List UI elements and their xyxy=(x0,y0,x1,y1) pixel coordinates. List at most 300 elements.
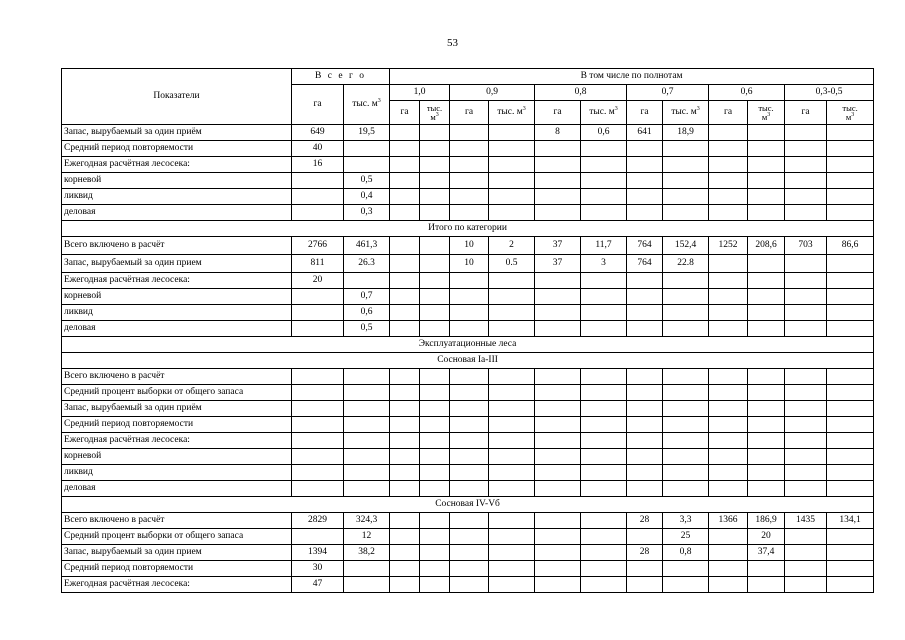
table-cell xyxy=(420,289,450,305)
table-cell xyxy=(390,289,420,305)
table-cell xyxy=(420,321,450,337)
table-cell xyxy=(390,561,420,577)
section-title: Итого по категории xyxy=(62,221,874,237)
table-cell xyxy=(450,529,489,545)
table-cell: 10 xyxy=(450,237,489,255)
table-cell xyxy=(420,529,450,545)
table-cell xyxy=(663,305,709,321)
table-cell xyxy=(390,189,420,205)
table-cell xyxy=(663,369,709,385)
section-pine-4-5 xyxy=(62,497,874,513)
table-cell: 10 xyxy=(450,255,489,273)
table-cell xyxy=(420,157,450,173)
table-row xyxy=(62,417,874,433)
table-cell xyxy=(748,157,785,173)
table-cell xyxy=(292,401,344,417)
row-label: ликвид xyxy=(62,189,292,205)
table-cell xyxy=(748,125,785,141)
table-cell xyxy=(627,305,663,321)
row-label: Ежегодная расчётная лесосека: xyxy=(62,157,292,173)
table-cell: 0,5 xyxy=(344,321,390,337)
table-cell xyxy=(292,369,344,385)
table-row xyxy=(62,385,874,401)
row-label: деловая xyxy=(62,321,292,337)
table-cell xyxy=(292,433,344,449)
table-cell xyxy=(827,545,874,561)
header-indicators: Показатели xyxy=(62,69,292,125)
row-label: Средний период повторяемости xyxy=(62,561,292,577)
table-row xyxy=(62,529,874,545)
table-cell xyxy=(390,385,420,401)
table-cell xyxy=(785,417,827,433)
table-cell xyxy=(827,369,874,385)
table-cell xyxy=(390,433,420,449)
table-cell xyxy=(748,577,785,593)
table-cell xyxy=(581,321,627,337)
row-label: корневой xyxy=(62,289,292,305)
table-cell xyxy=(748,417,785,433)
table-cell: 2829 xyxy=(292,513,344,529)
table-row xyxy=(62,545,874,561)
table-cell xyxy=(627,205,663,221)
table-cell xyxy=(420,125,450,141)
table-cell xyxy=(535,449,581,465)
table-cell: 3,3 xyxy=(663,513,709,529)
table-cell xyxy=(827,433,874,449)
table-cell xyxy=(581,577,627,593)
table-cell xyxy=(663,289,709,305)
table-cell xyxy=(581,401,627,417)
table-cell xyxy=(785,433,827,449)
table-cell xyxy=(535,289,581,305)
table-body-section-a xyxy=(62,125,874,221)
table-cell xyxy=(535,577,581,593)
header-ha: га xyxy=(390,101,420,125)
table-cell xyxy=(489,545,535,561)
table-row xyxy=(62,305,874,321)
table-cell xyxy=(450,205,489,221)
table-cell: 37,4 xyxy=(748,545,785,561)
table-cell xyxy=(709,173,748,189)
table-row xyxy=(62,465,874,481)
table-cell xyxy=(489,481,535,497)
table-cell: 649 xyxy=(292,125,344,141)
table-cell xyxy=(785,157,827,173)
table-cell xyxy=(748,369,785,385)
table-cell xyxy=(420,433,450,449)
table-cell xyxy=(785,141,827,157)
table-cell xyxy=(709,273,748,289)
table-cell xyxy=(627,385,663,401)
table-cell xyxy=(748,189,785,205)
table-cell: 2766 xyxy=(292,237,344,255)
table-cell xyxy=(785,189,827,205)
table-cell xyxy=(535,369,581,385)
table-cell xyxy=(581,173,627,189)
table-cell xyxy=(489,577,535,593)
table-cell: 764 xyxy=(627,255,663,273)
table-cell xyxy=(785,465,827,481)
table-cell xyxy=(292,385,344,401)
table-cell xyxy=(489,273,535,289)
table-cell: 0,3 xyxy=(344,205,390,221)
table-cell xyxy=(450,449,489,465)
header-ha: га xyxy=(709,101,748,125)
table-cell xyxy=(827,465,874,481)
table-cell xyxy=(535,305,581,321)
table-cell xyxy=(344,401,390,417)
table-cell xyxy=(390,273,420,289)
table-cell xyxy=(663,157,709,173)
table-cell: 8 xyxy=(535,125,581,141)
table-cell xyxy=(535,321,581,337)
table-cell xyxy=(489,289,535,305)
table-cell xyxy=(748,465,785,481)
table-cell xyxy=(390,529,420,545)
header-thous-m3-stacked: тыс. $м^3$ xyxy=(827,101,874,125)
table-cell xyxy=(827,481,874,497)
table-cell xyxy=(627,417,663,433)
header-by-density: В том числе по полнотам xyxy=(390,69,874,85)
row-label: Ежегодная расчётная лесосека: xyxy=(62,577,292,593)
table-cell xyxy=(827,157,874,173)
table-cell xyxy=(535,513,581,529)
table-cell xyxy=(627,141,663,157)
table-cell xyxy=(663,141,709,157)
table-cell xyxy=(581,369,627,385)
table-cell xyxy=(344,561,390,577)
table-cell: 152,4 xyxy=(663,237,709,255)
table-cell xyxy=(390,125,420,141)
table-cell xyxy=(489,433,535,449)
table-cell xyxy=(450,385,489,401)
table-cell xyxy=(420,273,450,289)
table-cell: 1252 xyxy=(709,237,748,255)
header-density-6: 0,3-0,5 xyxy=(785,85,874,101)
table-cell xyxy=(390,255,420,273)
table-cell xyxy=(535,401,581,417)
table-cell xyxy=(489,385,535,401)
header-ha: га xyxy=(535,101,581,125)
table-cell xyxy=(292,289,344,305)
table-cell xyxy=(709,321,748,337)
table-row xyxy=(62,141,874,157)
table-cell xyxy=(709,433,748,449)
row-label: деловая xyxy=(62,205,292,221)
table-cell: 0,7 xyxy=(344,289,390,305)
table-cell: 0,6 xyxy=(344,305,390,321)
table-cell: 811 xyxy=(292,255,344,273)
table-cell xyxy=(785,305,827,321)
table-cell xyxy=(581,385,627,401)
table-cell xyxy=(390,401,420,417)
table-cell xyxy=(390,141,420,157)
table-cell xyxy=(709,157,748,173)
table-cell xyxy=(344,417,390,433)
header-thous-m3-stacked: тыс. $м^3$ xyxy=(748,101,785,125)
table-row xyxy=(62,189,874,205)
table-row xyxy=(62,561,874,577)
table-cell xyxy=(489,189,535,205)
table-cell xyxy=(748,273,785,289)
table-row xyxy=(62,205,874,221)
table-cell xyxy=(344,577,390,593)
table-cell xyxy=(390,449,420,465)
table-cell xyxy=(709,189,748,205)
table-cell xyxy=(344,433,390,449)
table-row xyxy=(62,125,874,141)
table-cell xyxy=(627,577,663,593)
table-cell: 703 xyxy=(785,237,827,255)
table-cell xyxy=(627,529,663,545)
table-cell xyxy=(827,125,874,141)
table-cell: 18,9 xyxy=(663,125,709,141)
table-cell xyxy=(663,385,709,401)
table-cell xyxy=(785,273,827,289)
table-row xyxy=(62,321,874,337)
header-thous-m3: тыс. $м^3$ xyxy=(489,101,535,125)
table-cell xyxy=(535,561,581,577)
section-category-total xyxy=(62,221,874,237)
table-cell xyxy=(489,173,535,189)
table-cell xyxy=(581,205,627,221)
table-cell xyxy=(535,545,581,561)
header-ha: га xyxy=(785,101,827,125)
table-cell xyxy=(489,465,535,481)
table-cell xyxy=(627,173,663,189)
table-cell xyxy=(535,465,581,481)
row-label: деловая xyxy=(62,481,292,497)
table-cell: 2 xyxy=(489,237,535,255)
table-cell: 1435 xyxy=(785,513,827,529)
section-subtitle: Сосновая IV-Vб xyxy=(62,497,874,513)
table-cell xyxy=(785,401,827,417)
table-cell xyxy=(785,545,827,561)
table-row xyxy=(62,401,874,417)
table-cell xyxy=(292,321,344,337)
table-cell xyxy=(827,255,874,273)
table-cell xyxy=(581,289,627,305)
table-row xyxy=(62,481,874,497)
table-cell xyxy=(827,189,874,205)
table-cell xyxy=(581,561,627,577)
table-cell xyxy=(292,529,344,545)
row-label: Ежегодная расчётная лесосека: xyxy=(62,273,292,289)
table-cell xyxy=(627,481,663,497)
table-cell xyxy=(709,369,748,385)
row-label: Средний процент выборки от общего запаса xyxy=(62,385,292,401)
table-cell xyxy=(663,433,709,449)
table-cell xyxy=(292,189,344,205)
table-cell xyxy=(748,141,785,157)
table-cell xyxy=(489,369,535,385)
table-cell: 11,7 xyxy=(581,237,627,255)
row-label: Средний период повторяемости xyxy=(62,417,292,433)
table-cell: 19,5 xyxy=(344,125,390,141)
table-cell xyxy=(627,189,663,205)
table-cell xyxy=(450,577,489,593)
table-cell xyxy=(489,205,535,221)
table-cell xyxy=(390,369,420,385)
section-subtitle: Сосновая Iа-III xyxy=(62,353,874,369)
table-cell xyxy=(709,417,748,433)
table-cell: 12 xyxy=(344,529,390,545)
table-cell xyxy=(627,321,663,337)
table-cell xyxy=(489,157,535,173)
table-cell xyxy=(420,545,450,561)
table-cell xyxy=(581,157,627,173)
table-cell xyxy=(390,545,420,561)
header-total: В с е г о xyxy=(292,69,390,85)
table-cell xyxy=(748,385,785,401)
table-cell xyxy=(581,433,627,449)
table-cell xyxy=(748,449,785,465)
table-cell xyxy=(450,273,489,289)
table-cell xyxy=(663,205,709,221)
table-cell xyxy=(535,189,581,205)
table-cell xyxy=(450,369,489,385)
table-cell xyxy=(390,237,420,255)
section-title: Эксплуатационные леса xyxy=(62,337,874,353)
table-cell: 0,5 xyxy=(344,173,390,189)
table-cell xyxy=(663,577,709,593)
row-label: ликвид xyxy=(62,305,292,321)
table-cell xyxy=(709,205,748,221)
table-cell xyxy=(581,481,627,497)
table-cell xyxy=(344,141,390,157)
table-cell xyxy=(627,369,663,385)
table-cell xyxy=(535,273,581,289)
table-cell xyxy=(748,173,785,189)
table-cell xyxy=(450,141,489,157)
table-cell xyxy=(450,417,489,433)
table-cell xyxy=(748,205,785,221)
table-cell: 28 xyxy=(627,545,663,561)
table-cell xyxy=(785,289,827,305)
table-cell: 0,4 xyxy=(344,189,390,205)
table-cell xyxy=(535,141,581,157)
table-cell xyxy=(450,465,489,481)
section-exploitation xyxy=(62,337,874,369)
table-cell xyxy=(663,189,709,205)
table-cell: 16 xyxy=(292,157,344,173)
row-label: Всего включено в расчёт xyxy=(62,513,292,529)
table-cell xyxy=(535,205,581,221)
table-cell xyxy=(748,305,785,321)
table-cell: 28 xyxy=(627,513,663,529)
table-cell xyxy=(292,481,344,497)
table-cell xyxy=(827,385,874,401)
table-cell xyxy=(489,513,535,529)
table-cell xyxy=(420,385,450,401)
table-cell xyxy=(748,433,785,449)
table-cell xyxy=(489,561,535,577)
table-cell xyxy=(450,545,489,561)
table-cell xyxy=(627,401,663,417)
table-cell xyxy=(344,465,390,481)
table-cell xyxy=(627,273,663,289)
table-cell xyxy=(489,125,535,141)
table-cell xyxy=(535,157,581,173)
table-cell xyxy=(450,305,489,321)
table-cell xyxy=(785,561,827,577)
row-label: Ежегодная расчётная лесосека: xyxy=(62,433,292,449)
table-cell xyxy=(450,189,489,205)
table-cell xyxy=(420,481,450,497)
table-cell xyxy=(292,417,344,433)
table-cell xyxy=(663,561,709,577)
table-cell xyxy=(785,449,827,465)
table-cell xyxy=(292,205,344,221)
table-cell xyxy=(450,401,489,417)
table-cell xyxy=(709,305,748,321)
row-label: корневой xyxy=(62,449,292,465)
table-cell xyxy=(709,481,748,497)
table-row xyxy=(62,237,874,255)
table-cell xyxy=(827,273,874,289)
table-cell xyxy=(450,157,489,173)
table-cell xyxy=(709,385,748,401)
table-cell xyxy=(709,465,748,481)
table-cell xyxy=(581,465,627,481)
row-label: Всего включено в расчёт xyxy=(62,369,292,385)
table-cell xyxy=(827,305,874,321)
header-density-5: 0,6 xyxy=(709,85,785,101)
table-cell xyxy=(420,577,450,593)
table-cell xyxy=(663,481,709,497)
table-row xyxy=(62,433,874,449)
header-thous-m3: тыс. $м^3$ xyxy=(581,101,627,125)
table-cell xyxy=(627,433,663,449)
table-cell xyxy=(709,289,748,305)
table-cell xyxy=(785,481,827,497)
table-cell xyxy=(344,273,390,289)
table-cell xyxy=(627,289,663,305)
table-cell xyxy=(827,561,874,577)
table-cell xyxy=(390,465,420,481)
forest-allowable-cut-table xyxy=(61,68,874,593)
table-cell: 22.8 xyxy=(663,255,709,273)
table-cell xyxy=(827,529,874,545)
table-cell xyxy=(663,417,709,433)
table-cell xyxy=(390,305,420,321)
page-number: 53 xyxy=(447,37,458,49)
table-cell: 20 xyxy=(292,273,344,289)
table-cell xyxy=(785,173,827,189)
table-cell xyxy=(420,449,450,465)
table-cell xyxy=(748,289,785,305)
table-cell: 30 xyxy=(292,561,344,577)
table-cell xyxy=(390,513,420,529)
table-cell: 3 xyxy=(581,255,627,273)
row-label: Средний период повторяемости xyxy=(62,141,292,157)
table-cell xyxy=(663,321,709,337)
table-cell xyxy=(663,173,709,189)
table-cell xyxy=(390,577,420,593)
row-label: Средний процент выборки от общего запаса xyxy=(62,529,292,545)
table-cell xyxy=(489,401,535,417)
table-cell xyxy=(292,449,344,465)
table-cell xyxy=(709,545,748,561)
table-cell: 641 xyxy=(627,125,663,141)
table-cell xyxy=(292,305,344,321)
table-cell xyxy=(581,273,627,289)
table-cell xyxy=(450,321,489,337)
table-cell xyxy=(420,513,450,529)
table-cell: 1394 xyxy=(292,545,344,561)
table-cell xyxy=(748,561,785,577)
table-cell xyxy=(390,417,420,433)
